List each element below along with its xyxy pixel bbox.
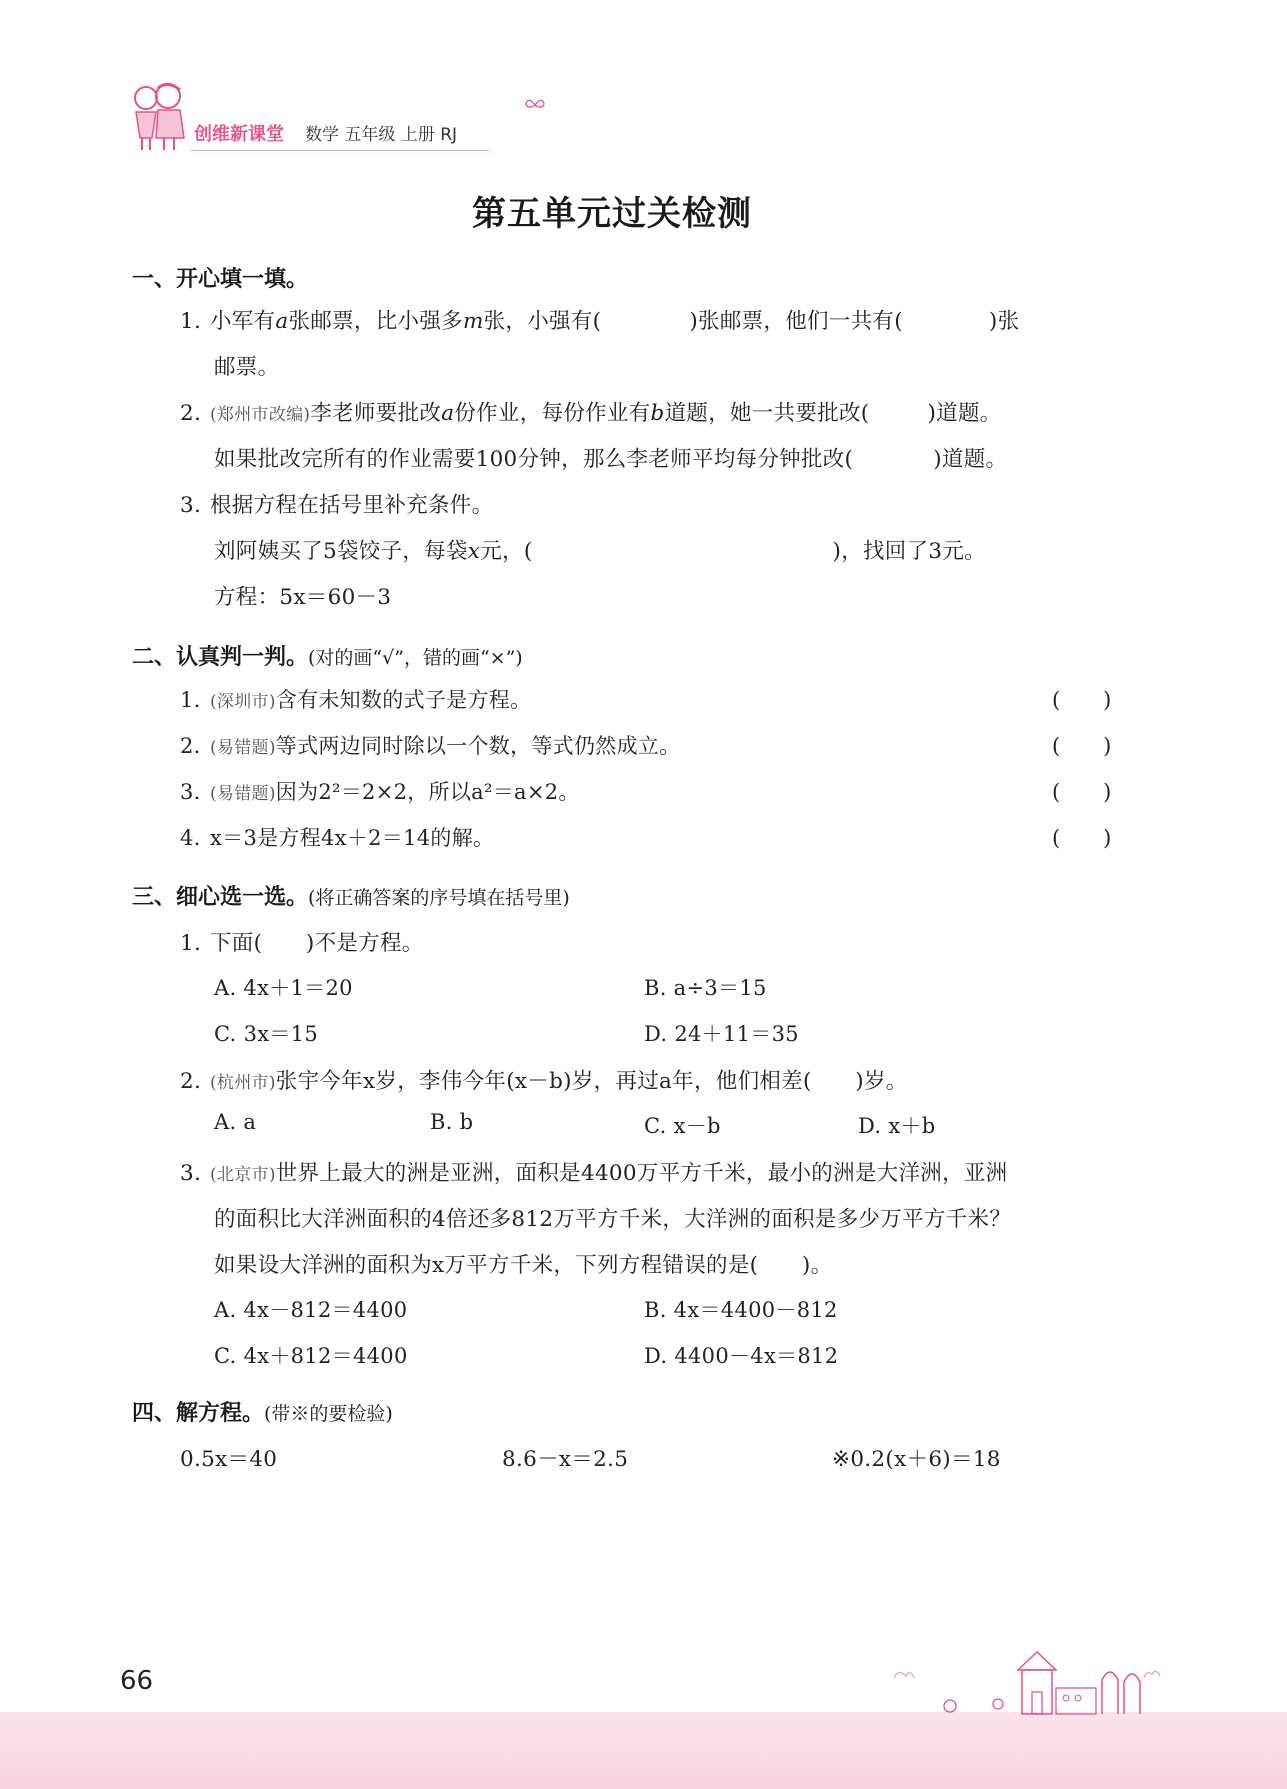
var: b	[650, 401, 665, 426]
q-text: 份作业，每份作业有	[454, 401, 651, 426]
brand-name: 创维新课堂	[194, 124, 284, 145]
option-c[interactable]: C. x－b	[644, 1114, 721, 1138]
section-note: (带※的要检验)	[264, 1403, 393, 1425]
q-number: 3.	[180, 493, 202, 518]
option-b[interactable]: B. a÷3＝15	[644, 976, 767, 1000]
q-text: )道题。	[927, 401, 1002, 426]
option-b[interactable]: B. b	[430, 1110, 474, 1134]
source-tag: (易错题)	[210, 784, 276, 804]
q-text: 根据方程在括号里补充条件。	[210, 493, 494, 518]
option-d[interactable]: D. 24＋11＝35	[644, 1022, 799, 1046]
q-number: 4.	[180, 826, 201, 850]
equation-2: 8.6－x＝2.5	[502, 1447, 629, 1472]
source-tag: (北京市)	[210, 1165, 276, 1185]
kids-logo-icon	[128, 80, 186, 152]
book-subtitle: 数学 五年级 上册 RJ	[305, 125, 458, 145]
s1-q3-line2	[214, 534, 986, 565]
section-2-heading	[132, 640, 523, 671]
footer-band	[0, 1712, 1287, 1789]
s3-q3-line2: 的面积比大洋洲面积的4倍还多812万平方千米，大洋洲的面积是多少万平方千米？	[214, 1207, 1012, 1232]
s1-q3-line1	[180, 488, 493, 519]
q-number: 2.	[180, 1069, 202, 1094]
q-text: 张宇今年x岁，李伟今年(x－b)岁，再过a年，他们相差( )岁。	[275, 1069, 908, 1094]
s2-item-1	[180, 684, 531, 714]
q-number: 2.	[180, 401, 202, 426]
q-text: 下面( )不是方程。	[210, 931, 424, 956]
var: a	[441, 401, 455, 426]
section-3-heading	[132, 880, 570, 911]
s3-q3-line1	[180, 1156, 1007, 1187]
header-rule	[190, 150, 490, 151]
source-tag: (深圳市)	[210, 692, 276, 712]
option-a[interactable]: A. a	[214, 1110, 257, 1134]
s2-item-4	[180, 822, 494, 852]
s3-q1	[180, 926, 424, 957]
section-note: (对的画“√”，错的画“×”)	[308, 647, 523, 669]
equation-3: ※0.2(x＋6)＝18	[832, 1447, 1001, 1472]
q-number: 3.	[180, 1161, 202, 1186]
q-text: 世界上最大的洲是亚洲，面积是4400万平方千米，最小的洲是大洋洲，亚洲	[275, 1161, 1008, 1186]
option-c[interactable]: C. 4x＋812＝4400	[214, 1344, 408, 1368]
q-text: 等式两边同时除以一个数，等式仍然成立。	[275, 734, 681, 758]
q-text: 张邮票，比小强多	[288, 309, 463, 334]
section-note: (将正确答案的序号填在括号里)	[308, 887, 570, 909]
q-text: 含有未知数的式子是方程。	[275, 688, 532, 712]
q-number: 3.	[180, 780, 201, 804]
q-text: 道题，她一共要批改(	[664, 401, 870, 426]
s1-q1-line1	[180, 304, 1019, 335]
s2-item-2	[180, 730, 680, 760]
source-tag: (杭州市)	[210, 1073, 276, 1093]
option-b[interactable]: B. 4x＝4400－812	[644, 1298, 838, 1322]
q-number: 1.	[180, 931, 202, 956]
var: a	[275, 309, 289, 334]
q-text: )张	[988, 309, 1020, 334]
q-text: 李老师要批改	[310, 401, 442, 426]
option-a[interactable]: A. 4x－812＝4400	[214, 1298, 408, 1322]
q-text: )道题。	[933, 447, 1008, 472]
judge-answer-paren[interactable]: ( )	[1052, 826, 1112, 850]
option-d[interactable]: D. x＋b	[858, 1114, 936, 1138]
option-a[interactable]: A. 4x＋1＝20	[214, 976, 353, 1000]
page-title: 第五单元过关检测	[472, 194, 752, 234]
option-d[interactable]: D. 4400－4x＝812	[644, 1344, 839, 1368]
var: x	[467, 539, 481, 564]
s1-q2-line2	[214, 442, 1007, 473]
q-number: 2.	[180, 734, 201, 758]
s3-q2	[180, 1064, 908, 1095]
section-4-heading	[132, 1396, 393, 1427]
s1-q1-line2: 邮票。	[214, 355, 280, 380]
butterfly-icon	[524, 96, 546, 114]
source-tag: (易错题)	[210, 738, 276, 758]
q-number: 1.	[180, 688, 201, 712]
q-number: 1.	[180, 309, 202, 334]
q-text: 元，(	[480, 539, 533, 564]
s2-item-3	[180, 776, 580, 806]
section-title: 四、解方程。	[132, 1401, 265, 1426]
q-text: )，找回了3元。	[832, 539, 986, 564]
judge-answer-paren[interactable]: ( )	[1052, 688, 1112, 712]
q-text: )张邮票，他们一共有(	[689, 309, 903, 334]
judge-answer-paren[interactable]: ( )	[1052, 780, 1112, 804]
castle-decoration-icon	[880, 1648, 1170, 1716]
option-c[interactable]: C. 3x＝15	[214, 1022, 318, 1046]
judge-answer-paren[interactable]: ( )	[1052, 734, 1112, 758]
q-text: 张，小强有(	[483, 309, 602, 334]
page-number: 66	[120, 1666, 154, 1696]
q-text: 因为2²＝2×2，所以a²＝a×2。	[275, 780, 580, 804]
section-title: 二、认真判一判。	[132, 645, 309, 670]
section-title: 三、细心选一选。	[132, 885, 309, 910]
s1-q2-line1	[180, 396, 1002, 427]
source-tag: (郑州市改编)	[210, 405, 311, 425]
s1-q3-line3: 方程：5x＝60－3	[214, 585, 392, 610]
q-text: 刘阿姨买了5袋饺子，每袋	[214, 539, 468, 564]
q-text: x＝3是方程4x＋2＝14的解。	[210, 826, 495, 850]
q-text: 如果批改完所有的作业需要100分钟，那么李老师平均每分钟批改(	[214, 447, 854, 472]
s3-q3-line3: 如果设大洋洲的面积为x万平方千米，下列方程错误的是( )。	[214, 1253, 833, 1278]
q-text: 小军有	[210, 309, 276, 334]
var: m	[462, 309, 484, 334]
equation-1: 0.5x＝40	[180, 1447, 278, 1472]
section-1-heading: 一、开心填一填。	[132, 267, 309, 292]
